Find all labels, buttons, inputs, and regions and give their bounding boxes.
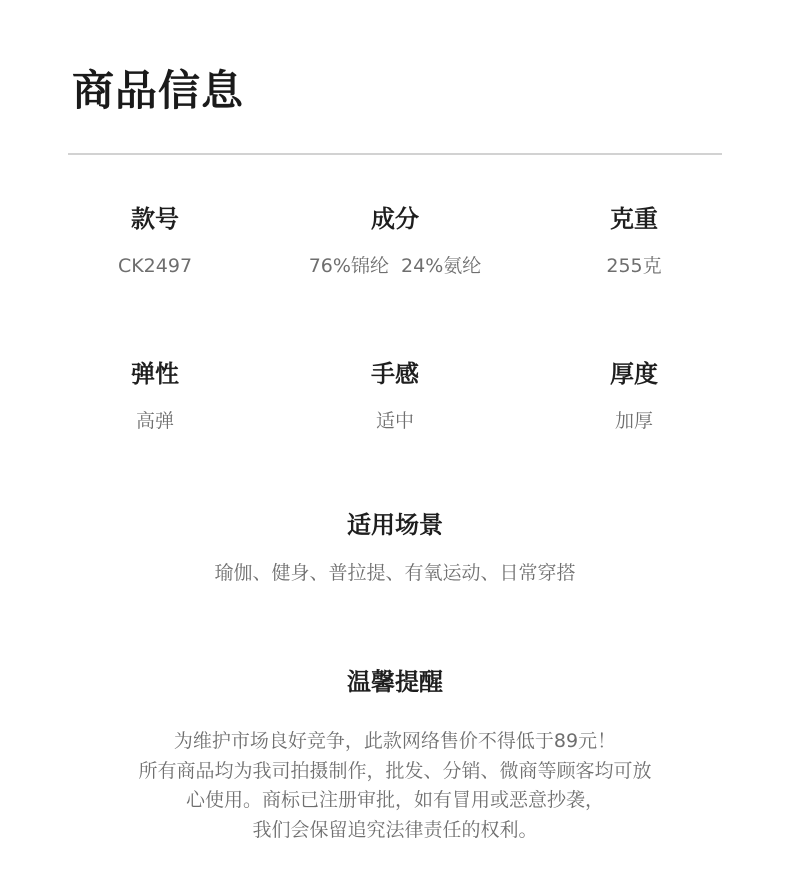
spec-label: 成分 (371, 205, 419, 233)
spec-value: CK2497 (117, 255, 193, 277)
notice-line: 为维护市场良好竞争，此款网络售价不得低于89元！ (173, 730, 617, 752)
spec-weight (514, 203, 754, 280)
notice-line: 所有商品均为我司拍摄制作，批发、分销、微商等顾客均可放 (138, 759, 652, 782)
spec-label: 手感 (371, 360, 419, 388)
spec-value: 适中 (375, 410, 414, 432)
page-title: 商品信息 (72, 66, 245, 115)
spec-value: 255克 (606, 255, 662, 277)
notice-section (0, 666, 790, 845)
spec-thickness (514, 358, 754, 435)
spec-composition (275, 203, 515, 280)
spec-value: 76%锦纶 24%氨纶 (308, 255, 482, 277)
spec-value: 加厚 (614, 410, 653, 432)
notice-body (0, 727, 790, 845)
spec-elasticity (35, 358, 275, 435)
usage-scenes-text: 瑜伽、健身、普拉提、有氧运动、日常穿搭 (214, 562, 576, 584)
usage-scenes-heading: 适用场景 (347, 511, 443, 539)
spec-value: 高弹 (135, 410, 174, 432)
spec-hand-feel (275, 358, 515, 435)
spec-style-number (35, 203, 275, 280)
notice-line: 心使用。商标已注册审批，如有冒用或恶意抄袭， (185, 789, 604, 811)
spec-label: 克重 (610, 205, 658, 233)
header-divider (68, 153, 722, 155)
notice-line: 我们会保留追究法律责任的权利。 (252, 818, 538, 841)
notice-heading: 温馨提醒 (347, 668, 443, 696)
usage-scenes-section (0, 509, 790, 587)
spec-label: 款号 (131, 205, 179, 233)
spec-label: 弹性 (131, 360, 179, 388)
spec-label: 厚度 (610, 360, 658, 388)
